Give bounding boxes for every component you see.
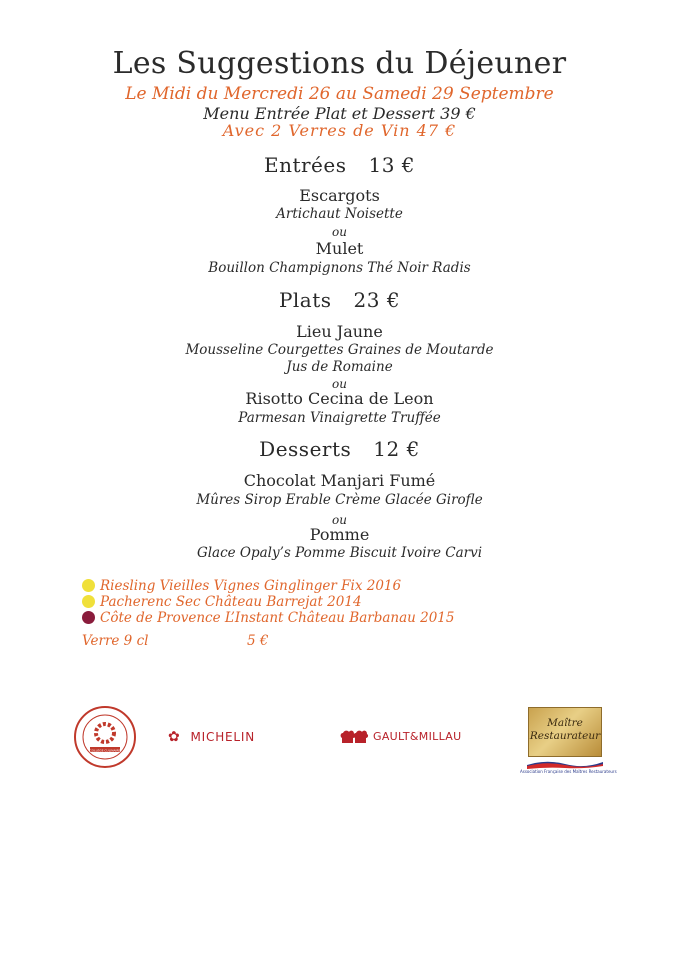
wine-item-label: Pacherenc Sec Château Barrejat 2014 bbox=[100, 594, 362, 610]
entrees-price: 13 € bbox=[368, 153, 416, 177]
entree-2-description: Bouillon Champignons Thé Noir Radis bbox=[208, 260, 471, 276]
glass-price-row bbox=[82, 633, 269, 649]
plats-price: 23 € bbox=[353, 288, 401, 312]
dessert-2-description: Glace Opaly’s Pomme Biscuit Ivoire Carvi bbox=[196, 545, 483, 561]
wine-item-label: Riesling Vieilles Vignes Ginglinger Fix 2016 bbox=[100, 578, 402, 594]
plat-2-name: Risotto Cecina de Leon bbox=[245, 389, 434, 408]
gault-millau-logo bbox=[340, 729, 461, 745]
wine-formula: Avec 2 Verres de Vin 47 € bbox=[222, 121, 457, 140]
red-dot-icon bbox=[82, 611, 95, 624]
plat-1-description: Mousseline Courgettes Graines de Moutarde bbox=[185, 342, 494, 358]
tricolor-flag-icon bbox=[527, 759, 603, 769]
entree-1-description: Artichaut Noisette bbox=[276, 206, 403, 222]
glass-size-label: Verre 9 cl bbox=[82, 633, 149, 649]
dessert-1-description: Mûres Sirop Erable Crème Glacée Girofle bbox=[196, 492, 483, 508]
entrees-heading: Entrées bbox=[263, 153, 347, 177]
svg-text:COLLÈGE CULINAIRE: COLLÈGE CULINAIRE bbox=[89, 748, 121, 753]
michelin-label: MICHELIN bbox=[190, 730, 256, 744]
section-desserts-heading bbox=[0, 437, 679, 461]
section-plats-heading bbox=[0, 288, 679, 312]
plat-2-description: Parmesan Vinaigrette Truffée bbox=[238, 410, 441, 426]
dessert-1-name: Chocolat Manjari Fumé bbox=[243, 471, 436, 490]
plats-or: ou bbox=[332, 377, 347, 391]
college-culinaire-seal-icon bbox=[73, 705, 137, 769]
yellow-dot-icon bbox=[82, 579, 95, 592]
plats-heading: Plats bbox=[278, 288, 332, 312]
logo-strip bbox=[0, 705, 679, 785]
wine-item-label: Côte de Provence L’Instant Château Barbanau 2015 bbox=[100, 610, 455, 626]
maitre-restaurateur-plaque bbox=[528, 707, 602, 757]
michelin-flower-icon: ✿ bbox=[168, 729, 181, 745]
desserts-price: 12 € bbox=[373, 437, 420, 461]
gault-millau-label: GAULT&MILLAU bbox=[373, 730, 462, 743]
plat-1-name: Lieu Jaune bbox=[296, 322, 383, 341]
desserts-heading: Desserts bbox=[259, 437, 352, 461]
yellow-dot-icon bbox=[82, 595, 95, 608]
wine-item-1 bbox=[82, 578, 454, 594]
maitre-line-2: Restaurateur bbox=[529, 730, 601, 742]
menu-dates: Le Midi du Mercredi 26 au Samedi 29 Septembre bbox=[125, 84, 554, 104]
glass-price: 5 € bbox=[247, 633, 269, 649]
maitre-line-1: Maître bbox=[547, 717, 583, 729]
plat-1-description-2: Jus de Romaine bbox=[286, 359, 393, 375]
wine-item-2 bbox=[82, 594, 454, 610]
michelin-logo bbox=[168, 729, 255, 745]
desserts-or: ou bbox=[332, 513, 347, 527]
maitre-caption: Association Française des Maîtres Restaurateurs bbox=[520, 769, 617, 774]
entree-2-name: Mulet bbox=[315, 239, 364, 258]
entree-1-name: Escargots bbox=[299, 186, 380, 205]
wine-list bbox=[82, 578, 454, 626]
toque-icon bbox=[340, 729, 370, 745]
wine-item-3 bbox=[82, 610, 454, 626]
menu-formula: Menu Entrée Plat et Dessert 39 € bbox=[203, 104, 476, 123]
dessert-2-name: Pomme bbox=[309, 525, 370, 544]
entrees-or: ou bbox=[332, 225, 347, 239]
section-entrees-heading bbox=[0, 153, 679, 177]
menu-title: Les Suggestions du Déjeuner bbox=[112, 46, 567, 81]
